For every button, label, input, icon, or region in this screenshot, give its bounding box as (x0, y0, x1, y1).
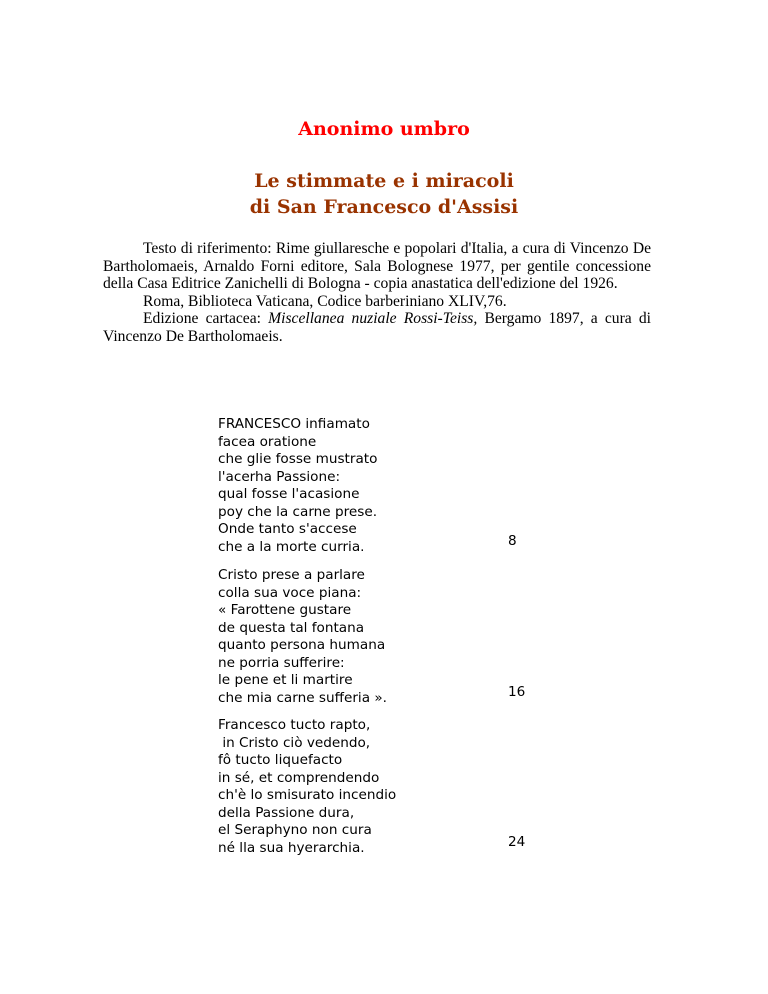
edition-title: Miscellanea nuziale Rossi-Teiss, (268, 310, 478, 328)
edition-prefix: Edizione cartacea: (143, 310, 269, 328)
manuscript-paragraph: Roma, Biblioteca Vaticana, Codice barberiniano XLIV,76. (143, 292, 507, 310)
stanza-2 (218, 567, 548, 707)
verse-line: qual fosse l'acasione (218, 486, 360, 502)
title-line-1: Le stimmate e i miracoli (254, 170, 514, 192)
verse-line: Francesco tucto rapto, (218, 717, 371, 733)
verse-line: che a la morte curria. (218, 538, 365, 555)
verse-number: 24 (508, 834, 526, 850)
stanza-3 (218, 717, 548, 857)
verse-line: el Seraphyno non cura (218, 822, 372, 838)
page-title (0, 168, 768, 220)
verse-line: quanto persona humana (218, 637, 386, 653)
verse-line: fô tucto liquefacto (218, 752, 343, 768)
verse-number: 16 (508, 684, 526, 700)
paper-edition-paragraph (103, 310, 651, 345)
verse-line: « Farottene gustare (218, 602, 352, 618)
verse-line: FRANCESCO infiamato (218, 416, 370, 432)
verse-line: che mia carne sufferia ». (218, 689, 387, 706)
verse-line: né lla sua hyerarchia. (218, 839, 365, 856)
verse-line: Onde tanto s'accese (218, 521, 357, 537)
reference-notes (103, 240, 651, 346)
verse-line: in Cristo ciò vedendo, (218, 734, 371, 751)
verse-line: Cristo prese a parlare (218, 567, 365, 583)
verse-number: 8 (508, 533, 517, 549)
reference-paragraph: Testo di riferimento: Rime giullaresche e popolari d'Italia, a cura di Vincenzo De Bartholomaeis, Arnaldo Forni editore, Sala Bolognese 1977, per gentile concessione della Casa Editrice Zanichelli di Bologna - copia anastatica dell'edizione del 1926. (103, 240, 651, 293)
verse-line: poy che la carne prese. (218, 503, 378, 520)
verse-line: in sé, et comprendendo (218, 769, 380, 786)
title-line-2: di San Francesco d'Assisi (249, 196, 519, 218)
author-heading: Anonimo umbro (298, 118, 470, 140)
verse-line: le pene et li martire (218, 672, 353, 688)
verse-line: l'acerha Passione: (218, 468, 341, 485)
verse-line: colla sua voce piana: (218, 584, 362, 601)
verse-line: de questa tal fontana (218, 619, 365, 636)
stanza-1 (218, 416, 548, 556)
edition-suffix: Bergamo 1897, a cura di Vincenzo De Bartholomaeis. (103, 310, 651, 345)
verse-line: facea oratione (218, 433, 317, 450)
verse-line: ne porria sufferire: (218, 654, 345, 671)
verse-line: della Passione dura, (218, 804, 355, 821)
verse-line: ch'è lo smisurato incendio (218, 787, 397, 803)
verse-line: che glie fosse mustrato (218, 451, 378, 467)
